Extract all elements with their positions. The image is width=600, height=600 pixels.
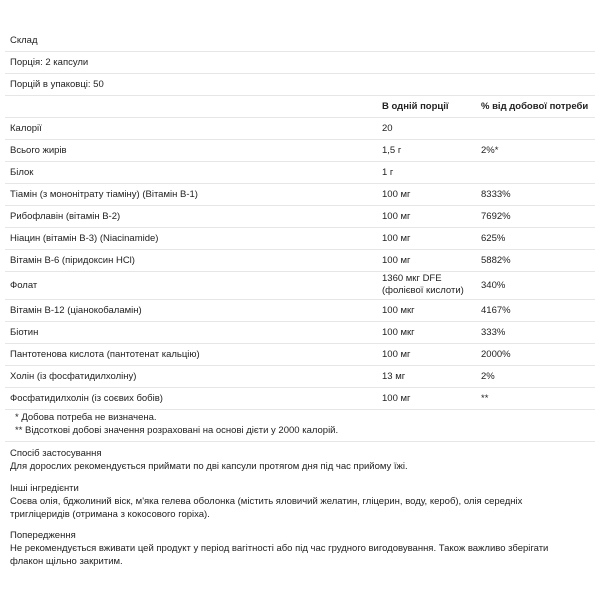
- nutrient-row: [5, 140, 595, 162]
- nutrient-name: Холін (із фосфатидилхоліну): [10, 371, 137, 382]
- nutrient-amount: 100 мг: [382, 189, 411, 200]
- ingredients-text-line1: Соєва олія, бджолиний віск, м'яка гелева оболонка (містить яловичий желатин, гліцерин, воду, кероб), олія середніх: [10, 496, 523, 507]
- nutrient-daily-value: 8333%: [481, 189, 511, 200]
- usage-text: Для дорослих рекомендується приймати по дві капсули протягом дня під час прийому їжі.: [10, 461, 408, 472]
- nutrient-row: [5, 322, 595, 344]
- ingredients-title: Інші інгредієнти: [10, 483, 79, 494]
- ingredients-section: [5, 483, 595, 523]
- nutrient-daily-value: 2000%: [481, 349, 511, 360]
- nutrient-name: Фолат: [10, 280, 38, 291]
- nutrient-name: Тіамін (з мононітрату тіаміну) (Вітамін В-1): [10, 189, 198, 200]
- nutrient-amount: 100 мг: [382, 233, 411, 244]
- nutrient-amount: 100 мг: [382, 211, 411, 222]
- nutrient-row: [5, 206, 595, 228]
- nutrient-row: [5, 118, 595, 140]
- serving-size: Порція: 2 капсули: [10, 57, 89, 68]
- nutrient-amount: 100 мкг: [382, 305, 415, 316]
- footnote-double-asterisk: ** Відсоткові добові значення розраховані на основі дієти у 2000 калорій.: [15, 425, 339, 436]
- nutrient-row: [5, 366, 595, 388]
- nutrient-name: Калорії: [10, 123, 42, 134]
- warning-section: [5, 530, 595, 570]
- nutrient-name: Біотин: [10, 327, 39, 338]
- daily-value-header: % від добової потреби: [481, 101, 589, 112]
- nutrient-row: [5, 300, 595, 322]
- footnote-single-asterisk: * Добова потреба не визначена.: [15, 412, 157, 423]
- warning-text-line2: флакон щільно закритим.: [10, 556, 123, 567]
- column-header-row: [5, 96, 595, 118]
- nutrient-amount: 1360 мкг DFE: [382, 273, 442, 284]
- nutrient-daily-value: **: [481, 393, 489, 404]
- nutrient-amount-note: (фолієвої кислоти): [382, 285, 464, 296]
- nutrient-daily-value: 2%*: [481, 145, 499, 156]
- nutrient-daily-value: 7692%: [481, 211, 511, 222]
- nutrient-amount: 1 г: [382, 167, 394, 178]
- nutrient-name: Пантотенова кислота (пантотенат кальцію): [10, 349, 200, 360]
- serving-row: [5, 52, 595, 74]
- nutrient-name: Всього жирів: [10, 145, 67, 156]
- warning-title: Попередження: [10, 530, 76, 541]
- nutrient-name: Білок: [10, 167, 34, 178]
- footnotes: [5, 410, 595, 442]
- composition-label: Склад: [10, 35, 38, 46]
- ingredients-text-line2: тригліцеридів (отримана з кокосового горіха).: [10, 509, 210, 520]
- nutrient-amount: 100 мкг: [382, 327, 415, 338]
- usage-title: Спосіб застосування: [10, 448, 102, 459]
- nutrient-amount: 20: [382, 123, 393, 134]
- nutrient-name: Вітамін В-12 (ціанокобаламін): [10, 305, 142, 316]
- per-serving-header: В одній порції: [382, 101, 449, 112]
- nutrient-name: Рибофлавін (вітамін В-2): [10, 211, 121, 222]
- nutrient-row: [5, 272, 595, 300]
- nutrient-daily-value: 625%: [481, 233, 506, 244]
- nutrient-amount: 100 мг: [382, 349, 411, 360]
- nutrient-name: Вітамін В-6 (піридоксин HCl): [10, 255, 135, 266]
- nutrient-row: [5, 184, 595, 206]
- nutrient-name: Ніацин (вітамін В-3) (Niacinamide): [10, 233, 159, 244]
- nutrient-row: [5, 388, 595, 410]
- nutrient-daily-value: 2%: [481, 371, 495, 382]
- nutrient-row: [5, 228, 595, 250]
- nutrient-row: [5, 162, 595, 184]
- composition-row: [5, 30, 595, 52]
- nutrient-daily-value: 5882%: [481, 255, 511, 266]
- nutrient-row: [5, 344, 595, 366]
- nutrient-amount: 100 мг: [382, 255, 411, 266]
- warning-text-line1: Не рекомендується вживати цей продукт у період вагітності або під час грудного вигодовування. Також важливо зберігати: [10, 543, 549, 554]
- nutrient-row: [5, 250, 595, 272]
- nutrient-amount: 1,5 г: [382, 145, 402, 156]
- nutrient-daily-value: 4167%: [481, 305, 511, 316]
- nutrient-daily-value: 333%: [481, 327, 506, 338]
- servings-per-container: Порцій в упаковці: 50: [10, 79, 104, 90]
- nutrient-amount: 13 мг: [382, 371, 406, 382]
- nutrient-amount: 100 мг: [382, 393, 411, 404]
- usage-section: [5, 448, 595, 476]
- servings-per-container-row: [5, 74, 595, 96]
- nutrient-name: Фосфатидилхолін (із соєвих бобів): [10, 393, 163, 404]
- nutrient-daily-value: 340%: [481, 280, 506, 291]
